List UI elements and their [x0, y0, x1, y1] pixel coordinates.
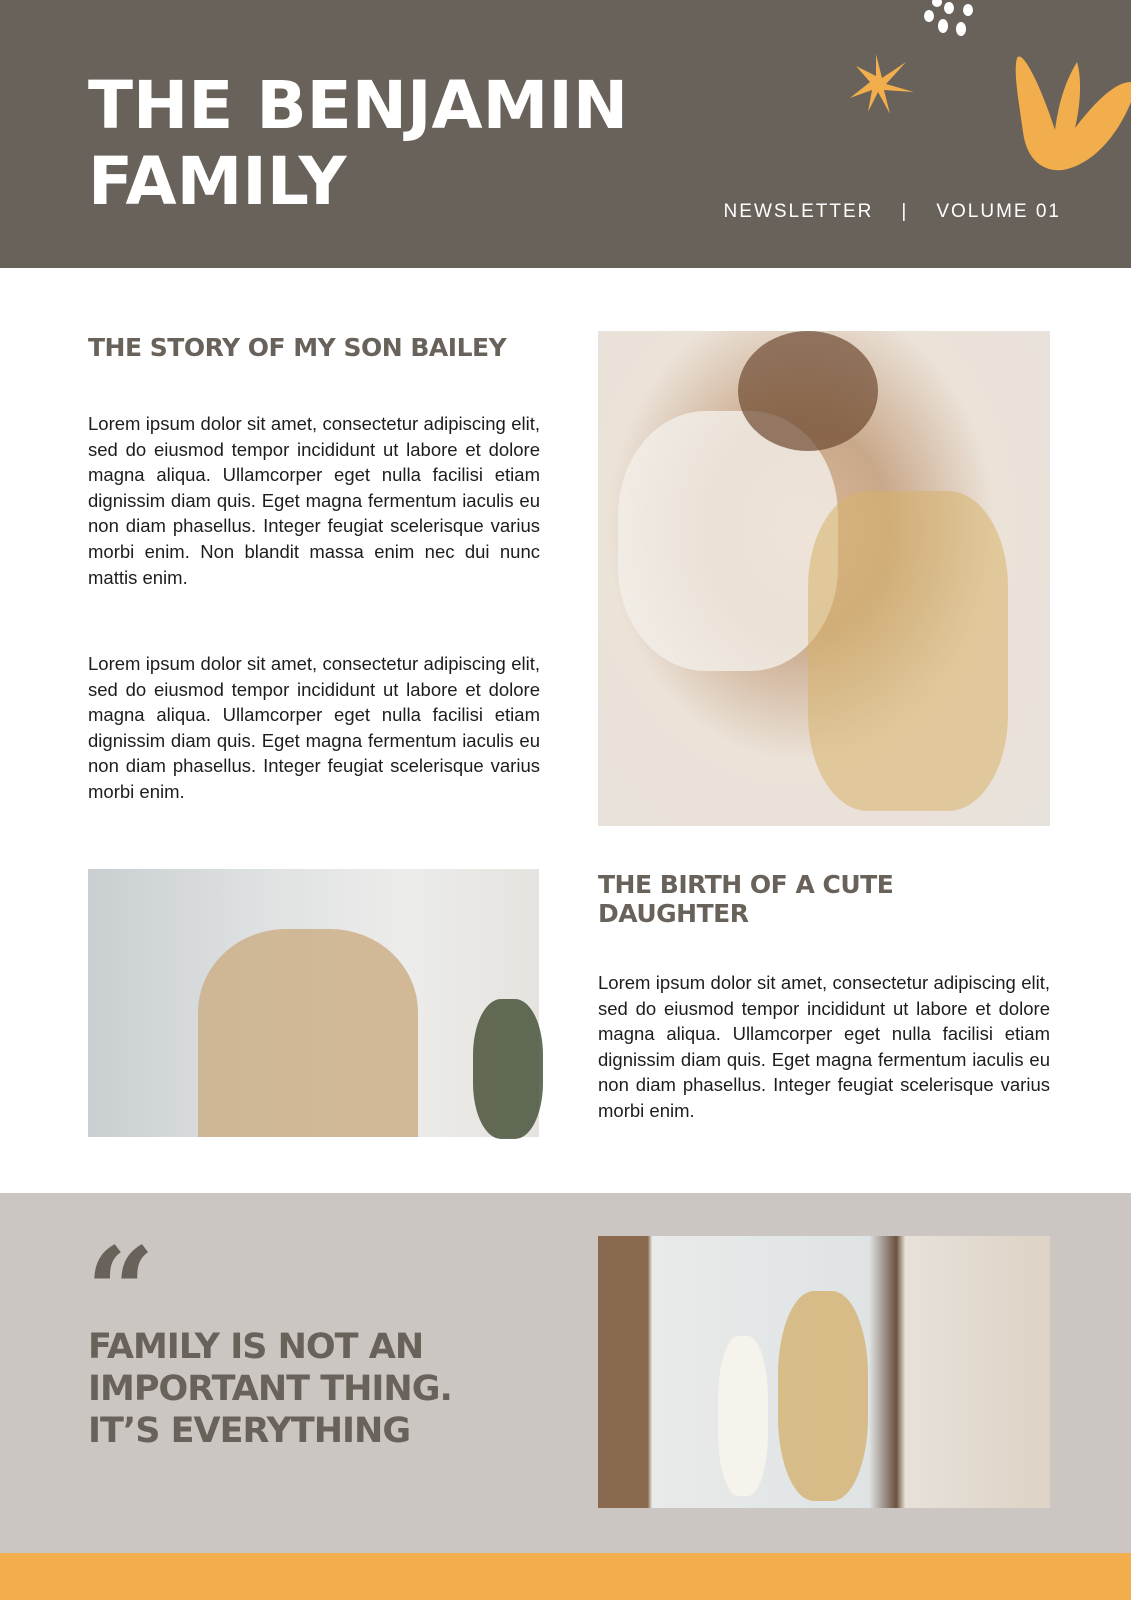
title-line: THE BENJAMIN	[88, 67, 629, 144]
separator: |	[901, 201, 909, 222]
newsletter-subtitle	[724, 201, 1061, 223]
dots-decoration-icon	[915, 0, 975, 40]
quote-icon: “	[86, 1221, 156, 1362]
family-hug-photo	[598, 331, 1050, 826]
newsletter-title	[88, 68, 628, 220]
body-paragraph: Lorem ipsum dolor sit amet, consectetur adipiscing elit, sed do eiusmod tempor incididunt ut labore et dolore magna aliqua. Ullamcorper eget nulla facilisi etiam dignissim diam quis. Eget magna fermentum iaculis eu non diam phasellus. Integer feugiat scelerisque varius morbi enim.	[88, 653, 540, 802]
title-line: FAMILY	[88, 143, 347, 220]
family-window-photo	[88, 869, 539, 1137]
footer-bar	[0, 1553, 1131, 1600]
quote-line: FAMILY IS NOT AN	[88, 1327, 424, 1367]
newsletter-label: NEWSLETTER	[723, 201, 874, 222]
quote-line: IMPORTANT THING.	[88, 1369, 452, 1409]
leaf-decoration-icon	[1015, 52, 1131, 174]
family-dance-photo	[598, 1236, 1050, 1508]
section-heading: THE BIRTH OF A CUTE DAUGHTER	[598, 870, 894, 928]
quote-line: IT’S EVERYTHING	[88, 1411, 411, 1451]
body-paragraph: Lorem ipsum dolor sit amet, consectetur adipiscing elit, sed do eiusmod tempor incididunt ut labore et dolore magna aliqua. Ullamcorper eget nulla facilisi etiam dignissim diam quis. Eget magna fermentum iaculis eu non diam phasellus. Integer feugiat scelerisque varius morbi enim.	[598, 972, 1050, 1121]
section-heading: THE STORY OF MY SON BAILEY	[88, 333, 507, 362]
body-paragraph: Lorem ipsum dolor sit amet, consectetur adipiscing elit, sed do eiusmod tempor incididunt ut labore et dolore magna aliqua. Ullamcorper eget nulla facilisi etiam dignissim diam quis. Eget magna fermentum iaculis eu non diam phasellus. Integer feugiat scelerisque varius morbi enim. Non blandit massa enim nec dui nunc mattis enim.	[88, 413, 540, 588]
star-decoration-icon	[848, 52, 918, 117]
quote-text	[88, 1326, 452, 1452]
header-banner	[0, 0, 1131, 268]
volume-label: VOLUME 01	[936, 201, 1061, 222]
